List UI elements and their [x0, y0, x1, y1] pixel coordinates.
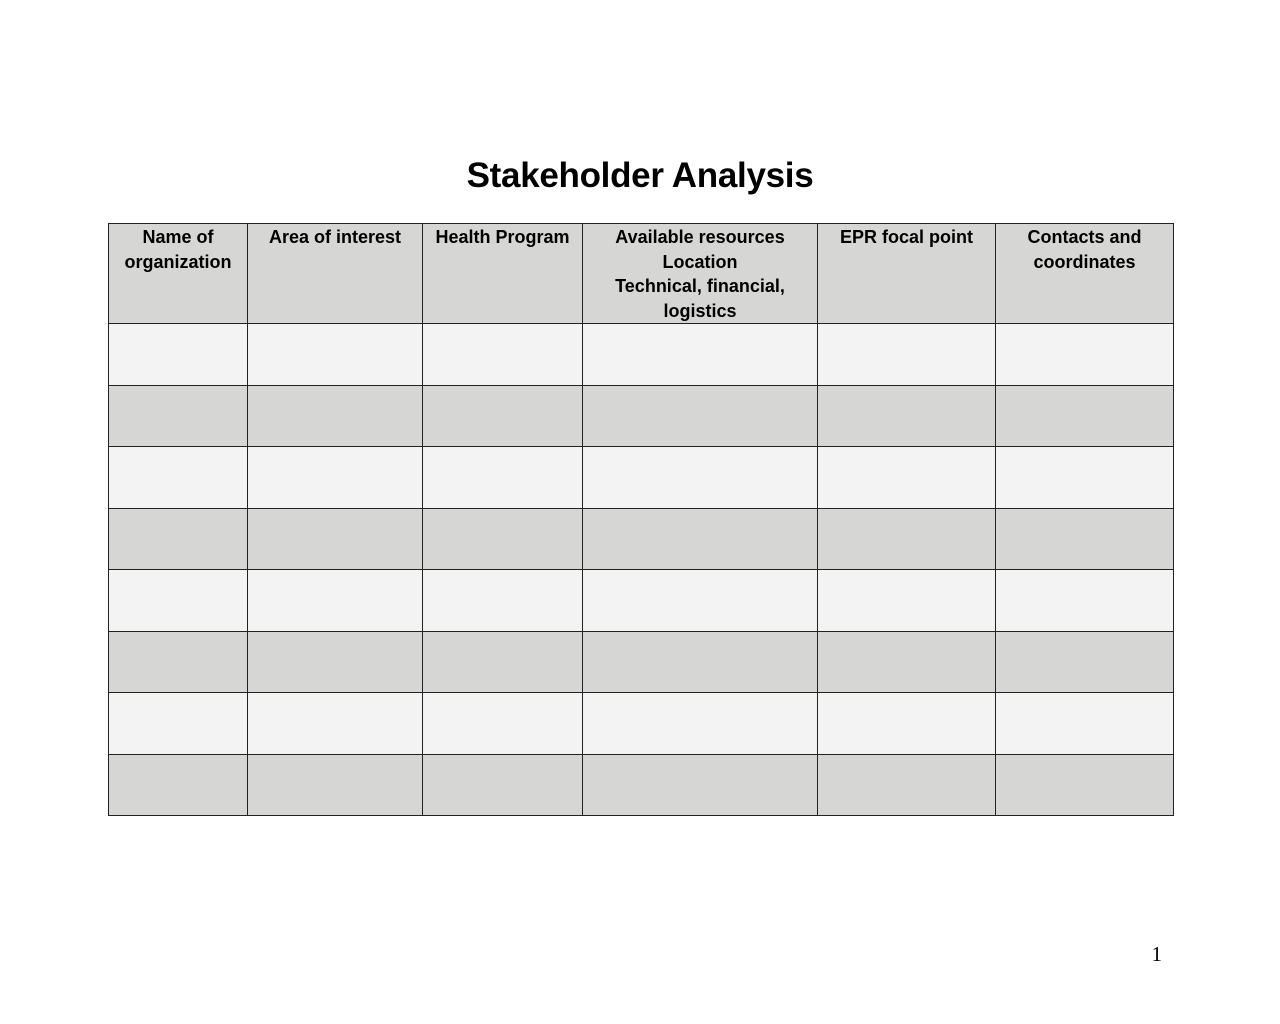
header-health-program [423, 224, 583, 324]
header-line: Contacts and [1027, 227, 1142, 247]
table-cell[interactable] [583, 570, 818, 632]
table-row [109, 447, 1174, 509]
header-line: Technical, financial, [615, 276, 785, 296]
table-cell[interactable] [818, 570, 996, 632]
table-cell[interactable] [423, 754, 583, 816]
table-cell[interactable] [109, 754, 248, 816]
table-cell[interactable] [583, 631, 818, 693]
table-cell[interactable] [996, 508, 1174, 570]
table-cell[interactable] [423, 385, 583, 447]
header-line: Name of [142, 227, 214, 247]
table-cell[interactable] [583, 508, 818, 570]
table-cell[interactable] [423, 631, 583, 693]
table-row [109, 385, 1174, 447]
header-line: EPR focal point [839, 227, 973, 247]
table-cell[interactable] [423, 570, 583, 632]
table-cell[interactable] [996, 631, 1174, 693]
table-cell[interactable] [423, 693, 583, 755]
table-cell[interactable] [109, 385, 248, 447]
table-cell[interactable] [996, 385, 1174, 447]
stakeholder-table [108, 223, 1174, 816]
table-cell[interactable] [583, 693, 818, 755]
table-cell[interactable] [248, 385, 423, 447]
table-cell[interactable] [109, 570, 248, 632]
table-row [109, 754, 1174, 816]
table-cell[interactable] [423, 508, 583, 570]
table-row [109, 631, 1174, 693]
header-line: coordinates [1033, 251, 1136, 272]
table-cell[interactable] [818, 508, 996, 570]
table-cell[interactable] [996, 570, 1174, 632]
table-cell[interactable] [248, 754, 423, 816]
header-epr-focal-point [818, 224, 996, 324]
table-cell[interactable] [996, 754, 1174, 816]
header-contacts-and-coordinates [996, 224, 1174, 324]
header-name-of-organization [109, 224, 248, 324]
table-cell[interactable] [818, 754, 996, 816]
table-cell[interactable] [583, 385, 818, 447]
table-cell[interactable] [248, 324, 423, 386]
table-cell[interactable] [583, 324, 818, 386]
table-cell[interactable] [583, 754, 818, 816]
table-cell[interactable] [996, 447, 1174, 509]
table-cell[interactable] [109, 693, 248, 755]
table-cell[interactable] [248, 631, 423, 693]
table-cell[interactable] [423, 324, 583, 386]
table-row [109, 508, 1174, 570]
table-cell[interactable] [818, 631, 996, 693]
header-line: logistics [663, 300, 737, 321]
table-cell[interactable] [996, 693, 1174, 755]
table-cell[interactable] [248, 447, 423, 509]
table-cell[interactable] [109, 631, 248, 693]
table-cell[interactable] [423, 447, 583, 509]
table-cell[interactable] [818, 385, 996, 447]
header-line: Area of interest [268, 227, 402, 247]
table-cell[interactable] [818, 447, 996, 509]
table-row [109, 324, 1174, 386]
table-cell[interactable] [818, 324, 996, 386]
page-number: 1 [1151, 942, 1162, 966]
header-line: Location [662, 251, 738, 272]
table-header-row [109, 224, 1174, 324]
table-cell[interactable] [583, 447, 818, 509]
table-cell[interactable] [248, 508, 423, 570]
table-cell[interactable] [109, 447, 248, 509]
table-cell[interactable] [109, 508, 248, 570]
header-line: Available resources [615, 227, 785, 247]
header-line: Health Program [435, 227, 570, 247]
header-available-resources [583, 224, 818, 324]
table-cell[interactable] [818, 693, 996, 755]
table-cell[interactable] [996, 324, 1174, 386]
table-row [109, 693, 1174, 755]
table-row [109, 570, 1174, 632]
table-cell[interactable] [248, 693, 423, 755]
page-title: Stakeholder Analysis [466, 156, 814, 195]
table-cell[interactable] [248, 570, 423, 632]
header-line: organization [124, 251, 232, 272]
table-cell[interactable] [109, 324, 248, 386]
header-area-of-interest [248, 224, 423, 324]
